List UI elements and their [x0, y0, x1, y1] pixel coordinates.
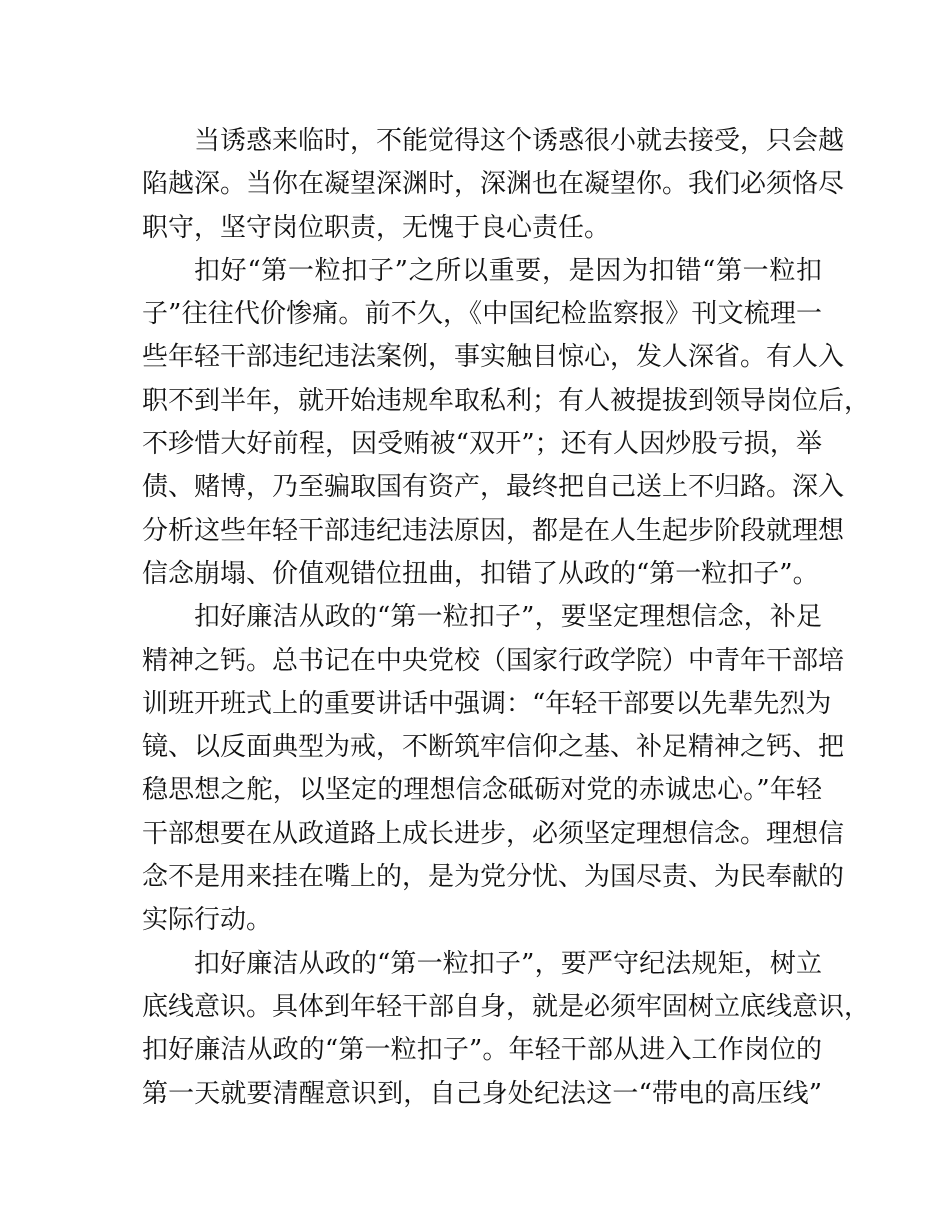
- text-line: 扣好廉洁从政的“第一粒扣子”，要坚定理想信念，补足: [194, 602, 822, 633]
- text-line: 扣好廉洁从政的“第一粒扣子”，要严守纪法规矩，树立: [194, 948, 822, 979]
- body-text: [142, 120, 871, 1116]
- text-line: 子”往往代价惨痛。前不久，《中国纪检监察报》刊文梳理一: [142, 299, 822, 330]
- text-line: 干部想要在从政道路上成长进步，必须坚定理想信念。理想信: [142, 818, 845, 849]
- text-line: 当诱惑来临时，不能觉得这个诱惑很小就去接受，只会越: [194, 126, 845, 156]
- text-line: 底线意识。具体到年轻干部自身，就是必须牢固树立底线意识，: [142, 991, 871, 1022]
- text-line: 债、赌博，乃至骗取国有资产，最终把自己送上不归路。深入: [142, 472, 845, 503]
- text-line: 职不到半年，就开始违规牟取私利；有人被提拔到领导岗位后，: [142, 385, 871, 416]
- text-line: 分析这些年轻干部违纪违法原因，都是在人生起步阶段就理想: [142, 515, 845, 546]
- paragraph-3: [142, 596, 845, 942]
- text-line: 实际行动。: [142, 905, 273, 936]
- text-line: 念不是用来挂在嘴上的，是为党分忧、为国尽责、为民奉献的: [142, 862, 845, 893]
- paragraph-4: [142, 943, 871, 1116]
- text-line: 第一天就要清醒意识到，自己身处纪法这一“带电的高压线”: [142, 1078, 822, 1109]
- text-line: 信念崩塌、价值观错位扭曲，扣错了从政的“第一粒扣子”。: [142, 558, 819, 589]
- text-line: 精神之钙。总书记在中央党校（国家行政学院）中青年干部培: [142, 645, 845, 676]
- text-line: 陷越深。当你在凝望深渊时，深渊也在凝望你。我们必须恪尽: [142, 169, 845, 200]
- text-line: 些年轻干部违纪违法案例，事实触目惊心，发人深省。有人入: [142, 342, 845, 373]
- text-line: 职守，坚守岗位职责，无愧于良心责任。: [142, 212, 611, 243]
- text-line: 扣好廉洁从政的“第一粒扣子”。年轻干部从进入工作岗位的: [142, 1035, 822, 1066]
- text-line: 训班开班式上的重要讲话中强调：“年轻干部要以先辈先烈为: [142, 688, 832, 719]
- text-line: 扣好“第一粒扣子”之所以重要，是因为扣错“第一粒扣: [194, 255, 822, 286]
- paragraph-1: [142, 120, 845, 250]
- text-line: 稳思想之舵，以坚定的理想信念砥砺对党的赤诚忠心。”年轻: [142, 775, 822, 806]
- paragraph-2: [142, 250, 871, 596]
- text-line: 不珍惜大好前程，因受贿被“双开”；还有人因炒股亏损，举: [142, 429, 822, 460]
- text-line: 镜、以反面典型为戒，不断筑牢信仰之基、补足精神之钙、把: [142, 732, 845, 763]
